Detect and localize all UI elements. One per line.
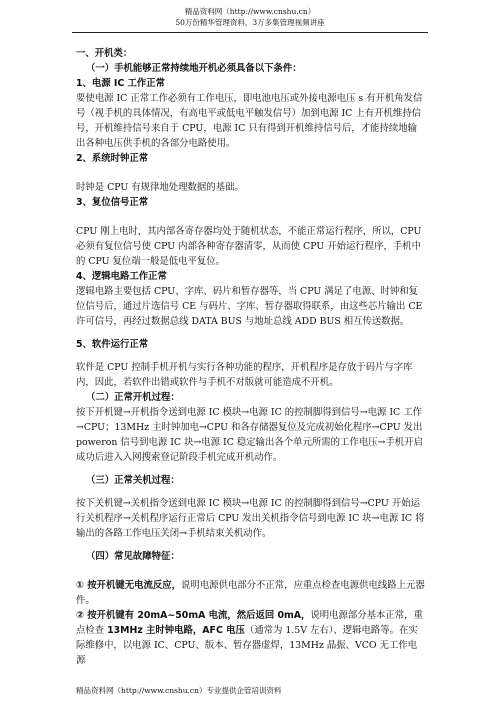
spacer	[76, 329, 426, 337]
subsection-heading-1: （一）手机能够正常持续地开机必须具备以下条件：	[86, 63, 302, 74]
header-line-1: 精品资料网（http://www.cnshu.cn）	[184, 7, 316, 16]
condition-1-body: 要使电源 IC 正常工作必须有工作电压，即电池电压或外接电源电压 s 有开机角发信号（视手机的具体情况，有高电平或低电平触发信号）加到电源 IC 上有开机维持信号，开机维持信号来自于 CPU，电源 IC 只有得到开机维持信号后，才能持续地输出各种电压供手机的各部分电路使用。	[76, 93, 423, 149]
fault-item-2-text-1: 说明电源部分基本正常，重点检查	[76, 610, 423, 636]
subsection-heading-3: （三）正常关机过程：	[86, 475, 180, 486]
fault-item-2-text-2: （通常为 1.5V 左右）、逻辑电路等。在实际维修中，以电源 IC、CPU、版本、暂存器虚焊，13MHz 晶振、VCO 无工作电源	[76, 625, 418, 666]
spacer	[76, 166, 426, 180]
condition-4-body: 逻辑电路主要包括 CPU、字库、码片和暂存器等，当 CPU 满足了电源、时钟和复位信号后，通过片选信号 CE 与码片、字库、暂存器取得联系，由这些芯片输出 CE 许可信号，再经过数据总线 DATA BUS 与地址总线 ADD BUS 相互传送数据。	[76, 286, 423, 327]
header-line-2: 50万份精华管理资料，3万多集管理视频讲座	[175, 18, 325, 27]
spacer	[76, 488, 426, 496]
spacer	[76, 465, 426, 473]
spacer	[76, 541, 426, 549]
fault-item-2-bold-2: 13MHz 主时钟电路，AFC 电压	[107, 625, 245, 636]
header-divider	[72, 32, 428, 33]
condition-5-title: 5、软件运行正常	[76, 339, 149, 350]
condition-4-title: 4、逻辑电路工作正常	[76, 271, 167, 282]
condition-3-body: CPU 刚上电时，其内部各寄存器均处于随机状态，不能正常运行程序，所以，CPU 必须有复位信号使 CPU 内部各种寄存器清零，从而使 CPU 开始运行程序，手机中的 CPU 复位端一般是低电平复位。	[76, 226, 422, 267]
spacer	[76, 210, 426, 224]
subsection-heading-4: （四）常见故障特征：	[86, 551, 180, 562]
page-footer: 精品资料网（http://www.cnshu.cn）专业提供企管培训资料	[76, 686, 282, 695]
fault-item-2-bold-1: ② 按开机键有 20mA~50mA 电流，然后返回 0mA，	[76, 610, 311, 621]
fault-item-1-bold: ① 按开机键无电流反应，	[76, 580, 181, 591]
subsection-heading-2: （二）正常开机过程：	[86, 392, 180, 403]
spacer	[76, 564, 426, 578]
fault-item-1-text: 说明电源供电部分不正常，应重点检查电源供电线路上元器件。	[76, 580, 425, 606]
fault-item-1	[76, 578, 426, 608]
condition-3-title: 3、复位信号正常	[76, 197, 149, 208]
shutdown-process-body: 按下关机键→关机指令送到电源 IC 模块→电源 IC 的控制脚得到信号→CPU 开始运行关机程序→关机程序运行正常后 CPU 发出关机指令信号到电源 IC 块→电源 IC 将输出的各路工作电压关闭→手机结束关机动作。	[76, 498, 425, 539]
spacer	[76, 352, 426, 360]
boot-process-body: 按下开机键→开机指令送到电源 IC 模块→电源 IC 的控制脚得到信号→电源 IC 工作→CPU；13MHz 主时钟加电→CPU 和各存储器复位及完成初始化程序→CPU 发出 poweron 信号到电源 IC 块→电源 IC 稳定输出各个单元所需的工作电压→手机开启成功后进入入网搜索登记阶段手机完成开机动作。	[76, 407, 423, 463]
condition-2-body: 时钟是 CPU 有规律地处理数据的基础。	[76, 182, 244, 193]
document-body	[76, 46, 426, 668]
page-header	[0, 6, 500, 28]
fault-item-2	[76, 608, 426, 668]
section-heading-1: 一、开机类：	[76, 48, 133, 59]
condition-1-title: 1、电源 IC 工作正常	[76, 78, 166, 89]
condition-5-body: 软件是 CPU 控制手机开机与实行各种功能的程序，开机程序是存放于码片与字库内，因此，若软件出错或软件与手机不对版就可能造成不开机。	[76, 362, 413, 388]
condition-2-title: 2、系统时钟正常	[76, 153, 149, 164]
